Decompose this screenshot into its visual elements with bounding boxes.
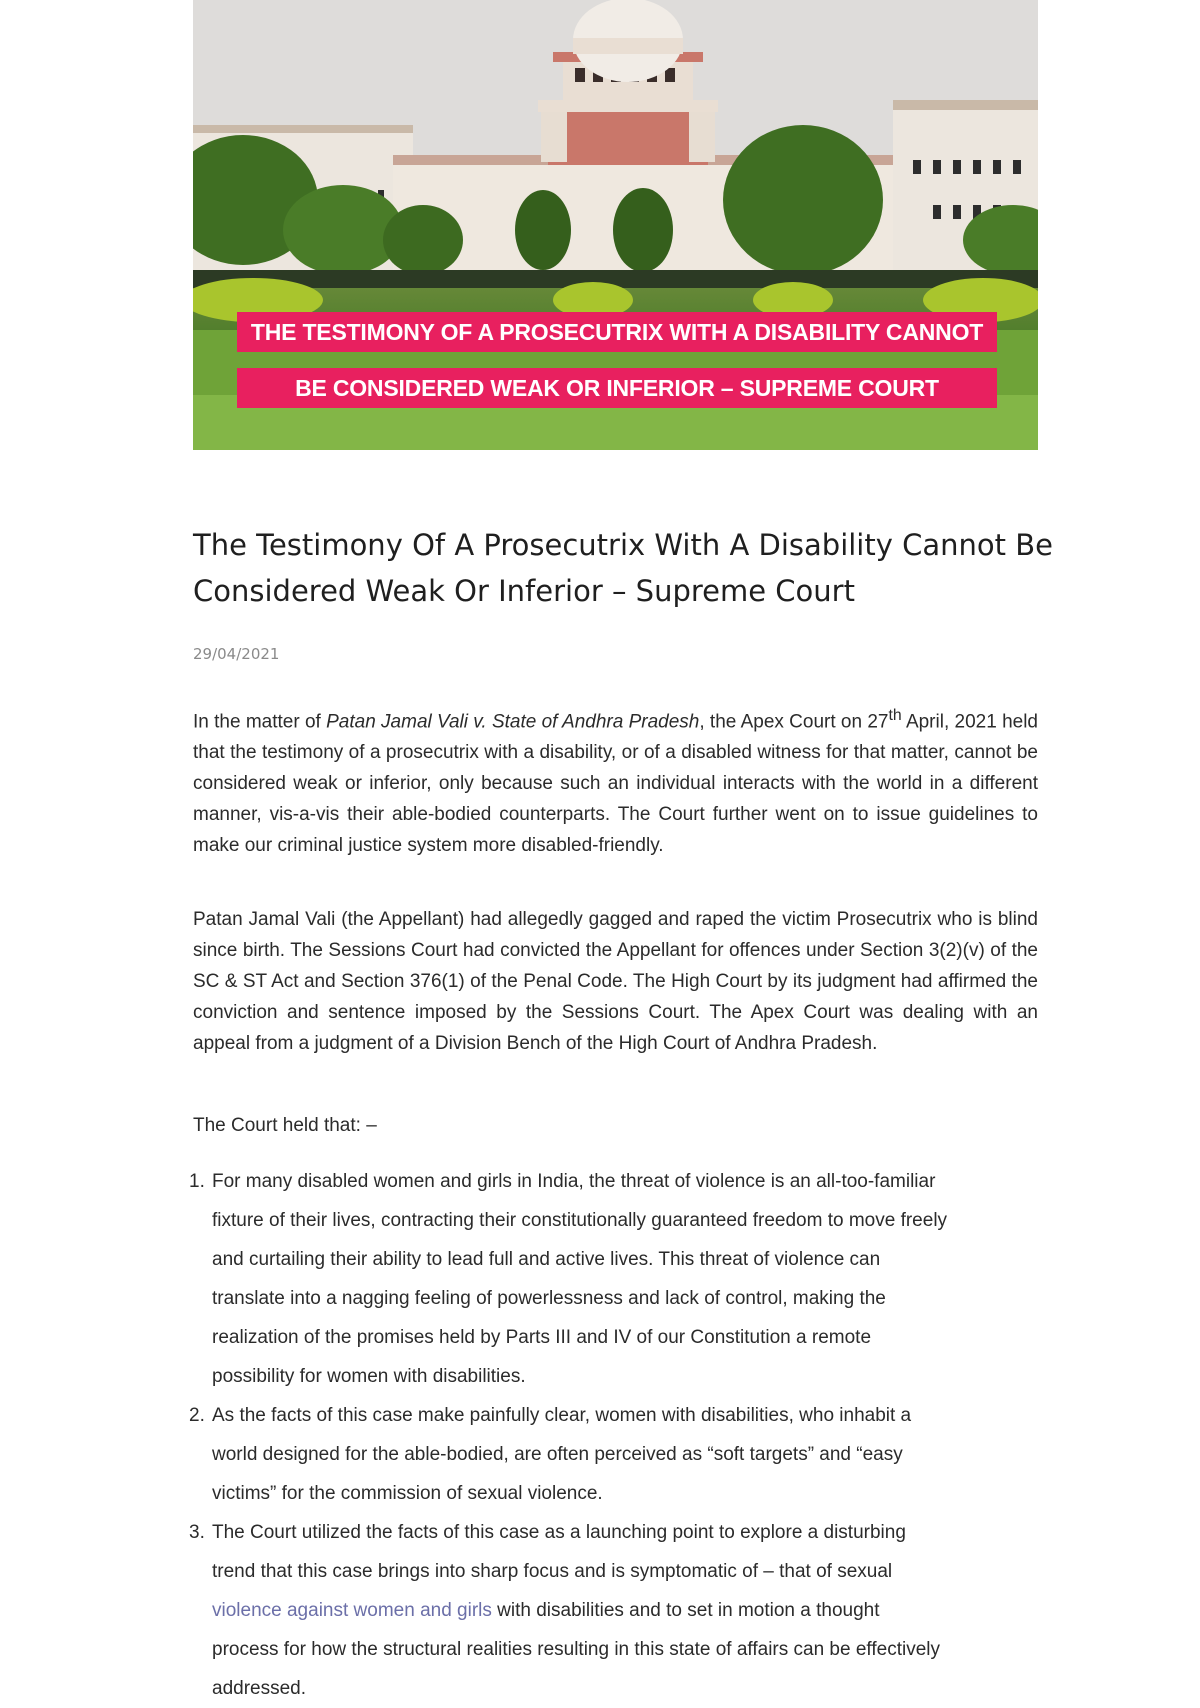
article-paragraph-1: In the matter of Patan Jamal Vali v. State of Andhra Pradesh, the Apex Court on 27th April, 2021 held that the testimony of a prosecutrix with a disability, or of a disabled witness for that matter, cannot be considered weak or inferior, only because such an individual interacts with the world in a different manner, vis-a-vis their able-bodied counterparts. The Court further went on to issue guidelines to make our criminal justice system more disabled-friendly. (193, 707, 1039, 857)
hero-banner-line-2: BE CONSIDERED WEAK OR INFERIOR – SUPREME COURT (237, 368, 997, 408)
hero-image (193, 0, 1038, 450)
article-date: 29/04/2021 (193, 645, 280, 663)
case-name: Patan Jamal Vali v. State of Andhra Pradesh (326, 711, 700, 733)
list-item: 3. The Court utilized the facts of this case as a launching point to explore a disturbing trend that this case brings into sharp focus and is symptomatic of – that of sexual violence against women and girls with disabilities and to set in motion a thought process for how the structural realities resulting in this state of affairs can be effectively addressed. (189, 1522, 940, 1699)
list-item: 2. As the facts of this case make painfully clear, women with disabilities, who inhabit a world designed for the able-bodied, are often perceived as “soft targets” and “easy victims” for the commission of sexual violence. (189, 1405, 912, 1504)
article-title: The Testimony Of A Prosecutrix With A Disability Cannot Be Considered Weak Or Inferior – Supreme Court (193, 528, 1053, 608)
court-holdings-list (189, 1162, 1038, 1708)
hero-banner-line-1: THE TESTIMONY OF A PROSECUTRIX WITH A DISABILITY CANNOT (237, 312, 997, 352)
violence-against-women-link[interactable]: violence against women and girls (212, 1600, 492, 1621)
list-item: 1. For many disabled women and girls in India, the threat of violence is an all-too-familiar fixture of their lives, contracting their constitutionally guaranteed freedom to move freely and curtailing their ability to lead full and active lives. This threat of violence can translate into a nagging feeling of powerlessness and lack of control, making the realization of the promises held by Parts III and IV of our Constitution a remote possibility for women with disabilities. (189, 1171, 948, 1387)
article-paragraph-3: The Court held that: – (193, 1115, 377, 1136)
article-paragraph-2: Patan Jamal Vali (the Appellant) had allegedly gagged and raped the victim Prosecutrix who is blind since birth. The Sessions Court had convicted the Appellant for offences under Section 3(2)(v) of the SC & ST Act and Section 376(1) of the Penal Code. The High Court by its judgment had affirmed the conviction and sentence imposed by the Sessions Court. The Apex Court was dealing with an appeal from a judgment of a Division Bench of the High Court of Andhra Pradesh. (193, 909, 1038, 1054)
